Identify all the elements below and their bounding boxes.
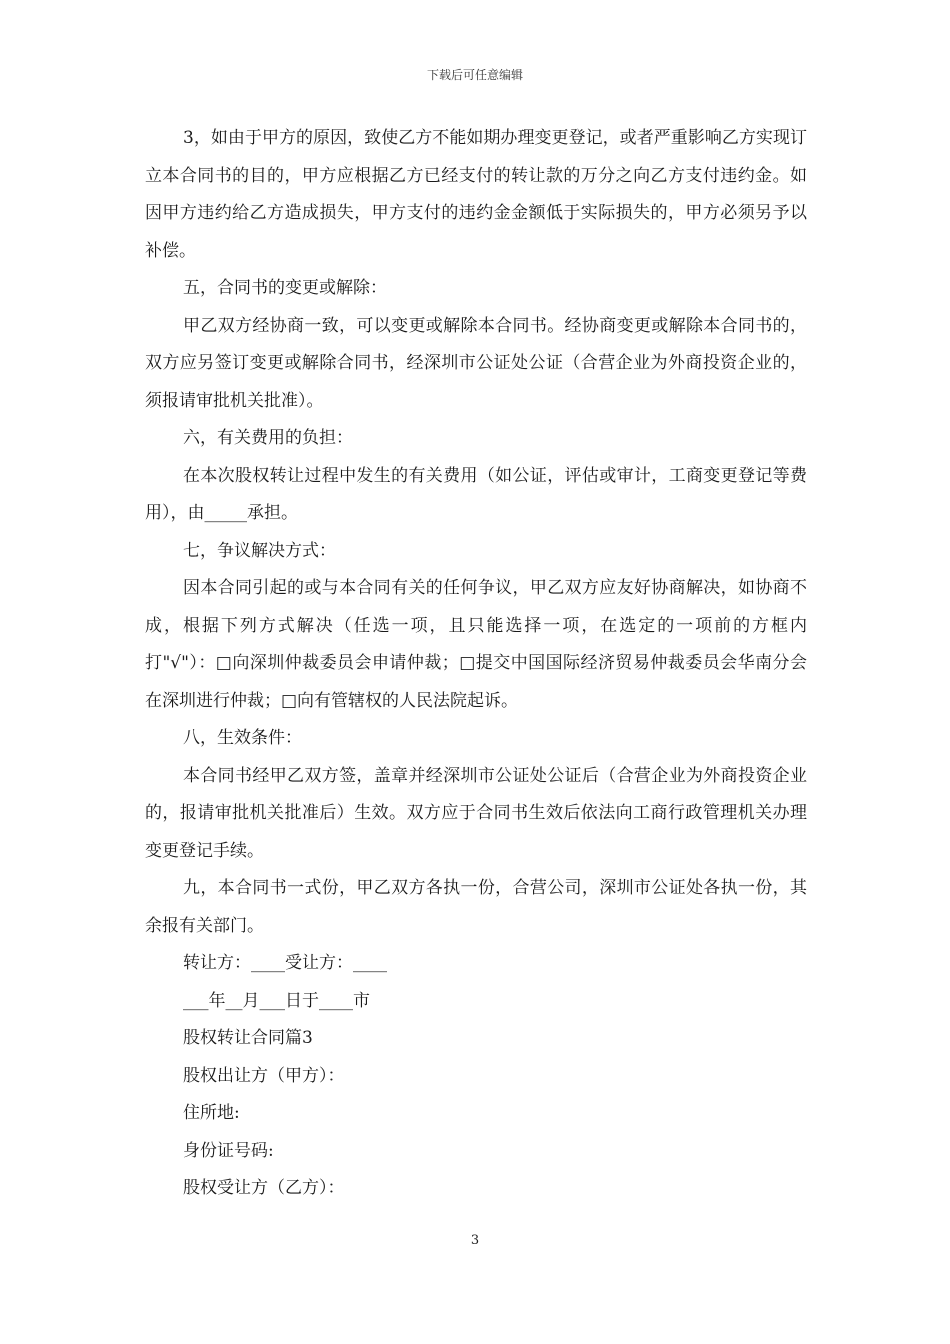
section-7-paragraph: 因本合同引起的或与本合同有关的任何争议，甲乙双方应友好协商解决，如协商不成，根据下列方式解决（任选一项，且只能选择一项，在选定的一项前的方框内打"√"）：□向深圳仲裁委员会申请仲裁；□提交中国国际经济贸易仲裁委员会华南分会在深圳进行仲裁；□向有管辖权的人民法院起诉。 bbox=[145, 578, 807, 711]
section-8-heading: 八，生效条件： bbox=[183, 728, 302, 748]
section-9-paragraph: 九，本合同书一式份，甲乙双方各执一份，合营公司，深圳市公证处各执一份，其余报有关部门。 bbox=[145, 878, 807, 936]
page-header: 下载后可任意编辑 bbox=[426, 68, 523, 82]
section-6-paragraph: 在本次股权转让过程中发生的有关费用（如公证，评估或审计，工商变更登记等费用），由_____承担。 bbox=[145, 465, 807, 523]
section-5-heading: 五，合同书的变更或解除： bbox=[183, 278, 387, 298]
section-5-paragraph: 甲乙双方经协商一致，可以变更或解除本合同书。经协商变更或解除本合同书的，双方应另签订变更或解除合同书，经深圳市公证处公证（合营企业为外商投资企业的，须报请审批机关批准）。 bbox=[145, 315, 807, 411]
section-7-heading: 七，争议解决方式： bbox=[183, 540, 336, 561]
document-body bbox=[145, 120, 807, 1208]
party-a-label: 股权出让方（甲方）： bbox=[183, 1065, 345, 1086]
section-8-paragraph: 本合同书经甲乙双方签，盖章并经深圳市公证处公证后（合营企业为外商投资企业的，报请审批机关批准后）生效。双方应于合同书生效后依法向工商行政管理机关办理变更登记手续。 bbox=[145, 765, 807, 861]
section-6-heading: 六，有关费用的负担： bbox=[183, 428, 353, 448]
clause-penalty-paragraph: 3，如由于甲方的原因，致使乙方不能如期办理变更登记，或者严重影响乙方实现订立本合同书的目的，甲方应根据乙方已经支付的转让款的万分之向乙方支付违约金。如因甲方违约给乙方造成损失，甲方支付的违约金金额低于实际损失的，甲方必须另予以补偿。 bbox=[145, 128, 807, 261]
address-label: 住所地: bbox=[183, 1103, 240, 1123]
date-line: ___年__月___日于____市 bbox=[183, 990, 370, 1011]
party-b-label: 股权受让方（乙方）： bbox=[183, 1178, 345, 1198]
page-number: 3 bbox=[470, 1233, 480, 1248]
id-number-label: 身份证号码: bbox=[183, 1140, 274, 1161]
signature-line: 转让方：____受让方：____ bbox=[183, 953, 387, 973]
contract-3-title: 股权转让合同篇3 bbox=[183, 1028, 313, 1048]
